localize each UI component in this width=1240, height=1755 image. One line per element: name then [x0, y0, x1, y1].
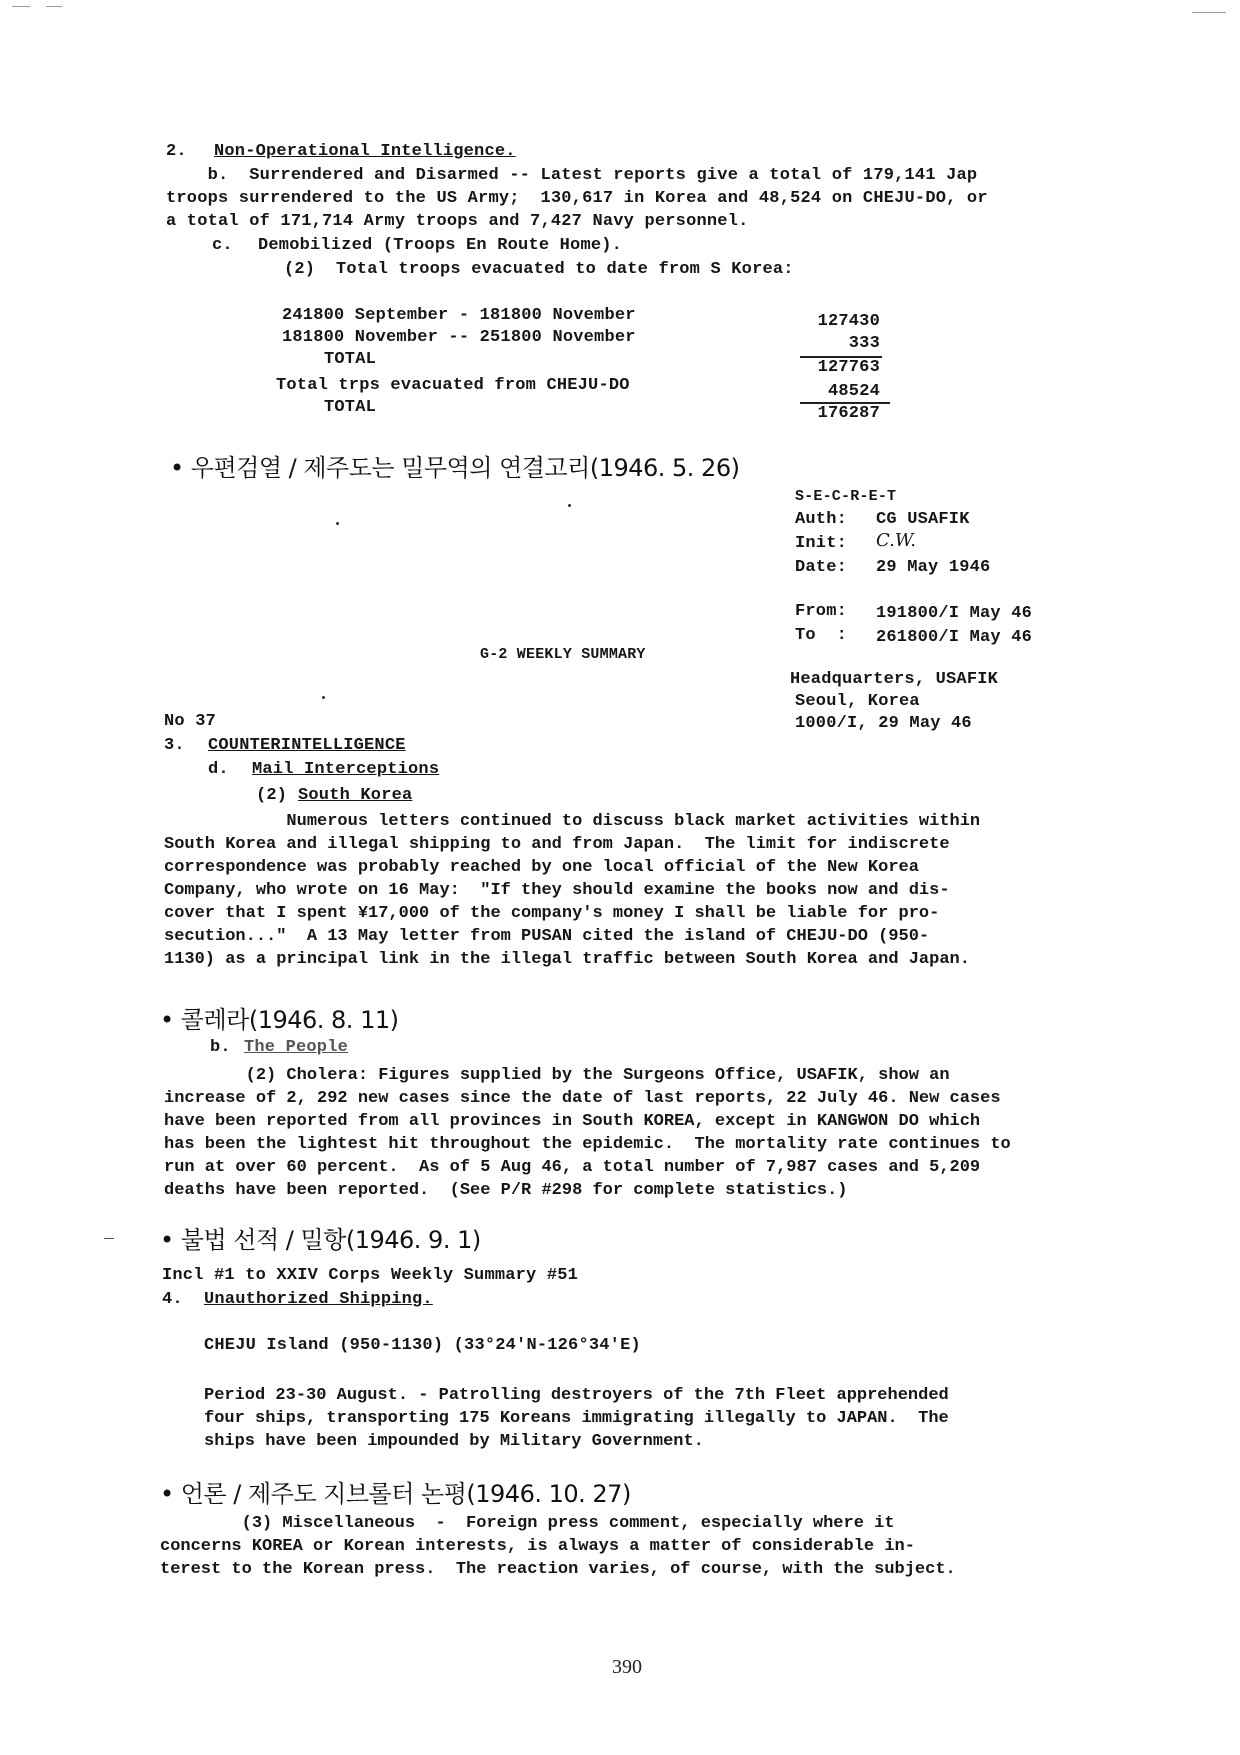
mail-paragraph-line: Numerous letters continued to discuss black market activities within	[164, 812, 981, 831]
mail-paragraph	[164, 810, 980, 971]
section4-number: 4.	[162, 1290, 183, 1309]
kr-heading-illegal-shipping: • 불법 선적 / 밀항(1946. 9. 1)	[160, 1226, 481, 1254]
section2-number: 2.	[166, 142, 187, 161]
section2-c2-text: (2) Total troops evacuated to date from S Korea:	[284, 260, 794, 279]
scan-mark	[46, 6, 62, 7]
section3-sub-label: (2)	[256, 786, 288, 805]
from-value: 191800/I May 46	[876, 604, 1033, 623]
people-label: b.	[210, 1038, 231, 1057]
from-label: From:	[795, 602, 848, 621]
init-signature: C.W.	[876, 530, 916, 551]
mail-paragraph-line: Company, who wrote on 16 May: "If they should examine the books now and dis-	[164, 881, 950, 900]
summary-title: G-2 WEEKLY SUMMARY	[480, 646, 646, 663]
mail-paragraph-line: correspondence was probably reached by one local official of the New Korea	[164, 858, 919, 877]
scan-mark	[104, 1238, 114, 1239]
evac-grand-total-label: TOTAL	[324, 398, 377, 417]
hq-line3: 1000/I, 29 May 46	[795, 714, 972, 733]
incl-line: Incl #1 to XXIV Corps Weekly Summary #51	[162, 1266, 579, 1285]
secret-classification: S-E-C-R-E-T	[795, 488, 897, 505]
report-number: No 37	[164, 712, 217, 731]
date-label: Date:	[795, 558, 848, 577]
kr-heading-press: • 언론 / 제주도 지브롤터 논평(1946. 10. 27)	[160, 1480, 631, 1508]
evac-row-value: 127430	[817, 312, 880, 331]
section2-b-line3: a total of 171,714 Army troops and 7,427 Navy personnel.	[166, 212, 749, 231]
cholera-paragraph-line: (2) Cholera: Figures supplied by the Surgeons Office, USAFIK, show an	[164, 1066, 950, 1085]
section2-c-text: Demobilized (Troops En Route Home).	[258, 236, 623, 255]
cholera-paragraph-line: increase of 2, 292 new cases since the date of last reports, 22 July 46. New cases	[164, 1089, 1001, 1108]
section2-heading: Non-Operational Intelligence.	[214, 142, 516, 161]
mail-paragraph-line: 1130) as a principal link in the illegal traffic between South Korea and Japan.	[164, 950, 970, 969]
cholera-paragraph-line: has been the lightest hit throughout the epidemic. The mortality rate continues to	[164, 1135, 1011, 1154]
to-value: 261800/I May 46	[876, 628, 1033, 647]
cholera-paragraph-line: run at over 60 percent. As of 5 Aug 46, a total number of 7,987 cases and 5,209	[164, 1158, 981, 1177]
scan-speck	[322, 696, 325, 699]
misc-paragraph	[160, 1512, 956, 1581]
evac-cheju-value: 48524	[827, 382, 880, 401]
misc-paragraph-line: concerns KOREA or Korean interests, is always a matter of considerable in-	[160, 1537, 915, 1556]
hq-line2: Seoul, Korea	[795, 692, 920, 711]
scan-speck	[336, 522, 339, 525]
mail-paragraph-line: cover that I spent ¥17,000 of the company's money I shall be liable for pro-	[164, 904, 940, 923]
evac-row-value: 333	[848, 334, 880, 353]
section2-b-line1: b. Surrendered and Disarmed -- Latest reports give a total of 179,141 Jap	[166, 166, 978, 185]
misc-paragraph-line: (3) Miscellaneous - Foreign press comment, especially where it	[160, 1514, 895, 1533]
page-number: 390	[612, 1656, 642, 1678]
cholera-paragraph-line: have been reported from all provinces in South KOREA, except in KANGWON DO which	[164, 1112, 981, 1131]
misc-paragraph-line: terest to the Korean press. The reaction varies, of course, with the subject.	[160, 1560, 956, 1579]
shipping-paragraph	[204, 1384, 949, 1453]
evac-row-label: 181800 November -- 251800 November	[282, 328, 636, 347]
init-label: Init:	[795, 534, 848, 553]
kr-heading-cholera: • 콜레라(1946. 8. 11)	[160, 1006, 399, 1034]
section3-sub-heading: South Korea	[298, 786, 413, 805]
section3-d-label: d.	[208, 760, 229, 779]
people-heading: The People	[244, 1038, 349, 1057]
scan-speck	[568, 504, 571, 507]
shipping-paragraph-line: ships have been impounded by Military Government.	[204, 1432, 704, 1451]
shipping-paragraph-line: Period 23-30 August. - Patrolling destroyers of the 7th Fleet apprehended	[204, 1386, 949, 1405]
section3-number: 3.	[164, 736, 185, 755]
hq-line1: Headquarters, USAFIK	[790, 670, 999, 689]
date-value: 29 May 1946	[876, 558, 991, 577]
section3-heading: COUNTERINTELLIGENCE	[208, 736, 406, 755]
section3-d-heading: Mail Interceptions	[252, 760, 440, 779]
cheju-location: CHEJU Island (950-1130) (33°24'N-126°34'E)	[204, 1336, 641, 1355]
section2-c-label: c.	[212, 236, 233, 255]
evac-row-label: 241800 September - 181800 November	[282, 306, 636, 325]
cholera-paragraph-line: deaths have been reported. (See P/R #298 for complete statistics.)	[164, 1181, 848, 1200]
section4-heading: Unauthorized Shipping.	[204, 1290, 433, 1309]
shipping-paragraph-line: four ships, transporting 175 Koreans immigrating illegally to JAPAN. The	[204, 1409, 949, 1428]
evac-total-value: 127763	[817, 358, 880, 377]
scan-mark	[1192, 12, 1226, 13]
kr-heading-postal-censorship: • 우편검열 / 제주도는 밀무역의 연결고리(1946. 5. 26)	[170, 454, 740, 482]
scan-mark	[12, 6, 30, 7]
section2-b-line2: troops surrendered to the US Army; 130,617 in Korea and 48,524 on CHEJU-DO, or	[166, 189, 988, 208]
to-label: To :	[795, 626, 848, 645]
evac-grand-total-value: 176287	[817, 404, 880, 423]
auth-value: CG USAFIK	[876, 510, 970, 529]
evac-cheju-label: Total trps evacuated from CHEJU-DO	[276, 376, 630, 395]
mail-paragraph-line: secution..." A 13 May letter from PUSAN cited the island of CHEJU-DO (950-	[164, 927, 930, 946]
mail-paragraph-line: South Korea and illegal shipping to and from Japan. The limit for indiscrete	[164, 835, 950, 854]
cholera-paragraph	[164, 1064, 1011, 1202]
auth-label: Auth:	[795, 510, 848, 529]
evac-total-label: TOTAL	[324, 350, 377, 369]
